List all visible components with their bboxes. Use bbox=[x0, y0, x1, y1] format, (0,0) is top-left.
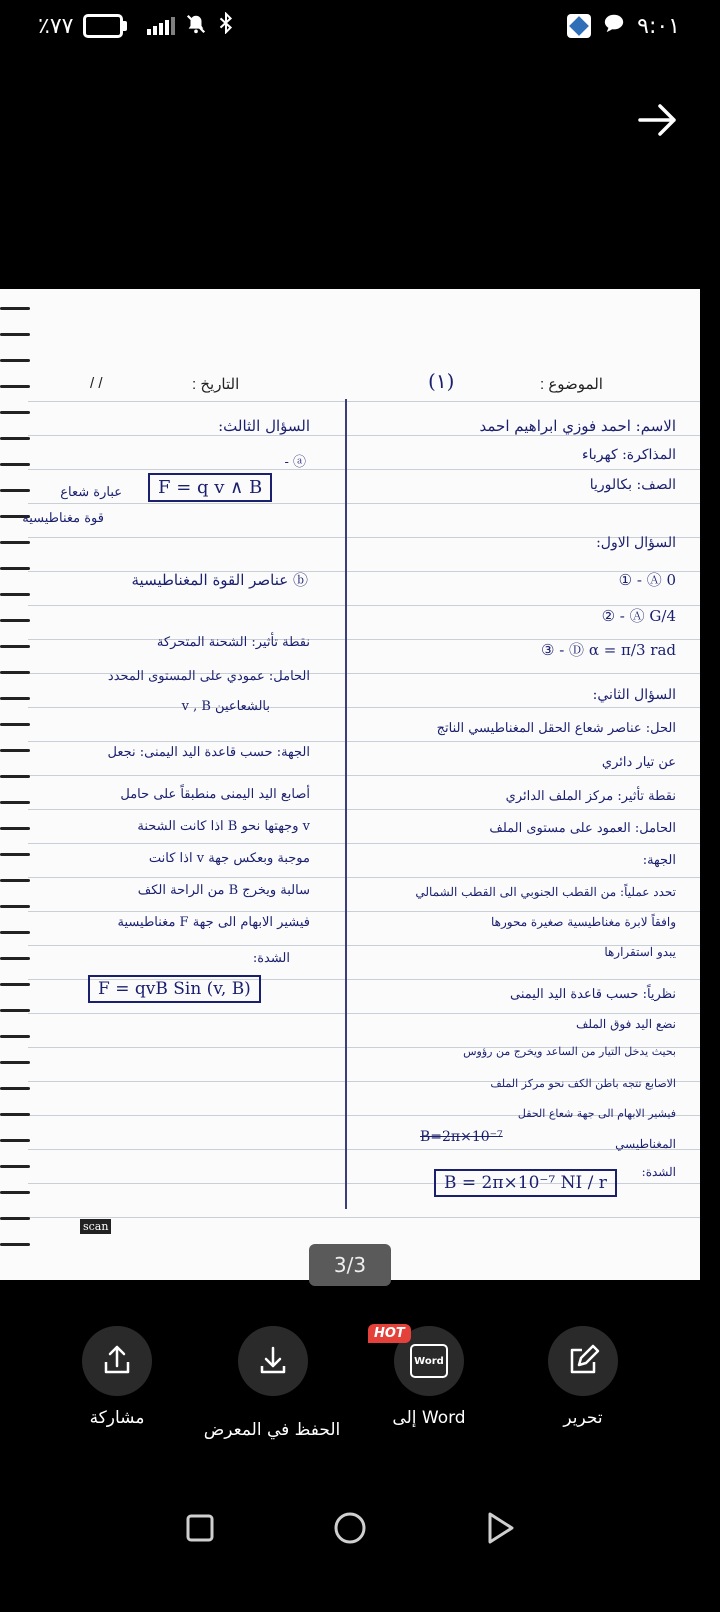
spiral-binding-mark bbox=[0, 1009, 30, 1012]
spiral-binding-mark bbox=[0, 983, 30, 986]
spiral-binding-mark bbox=[0, 489, 30, 492]
ruled-line bbox=[28, 741, 700, 742]
triangle-back-icon bbox=[484, 1511, 516, 1545]
bluetooth-icon bbox=[217, 12, 235, 40]
spiral-binding-mark bbox=[0, 541, 30, 544]
scanner-logo: scan bbox=[80, 1219, 111, 1234]
right-column-line: Ⓓ α = π/3 rad - ③ bbox=[540, 641, 676, 659]
spiral-binding-mark bbox=[0, 1217, 30, 1220]
left-column-line: الحامل: عمودي على المستوى المحدد bbox=[107, 669, 310, 684]
spiral-binding-mark bbox=[0, 359, 30, 362]
spiral-binding-mark bbox=[0, 957, 30, 960]
spiral-binding-mark bbox=[0, 593, 30, 596]
right-column-line: Ⓐ G/4 - ② bbox=[601, 607, 676, 625]
save-to-gallery-button[interactable] bbox=[238, 1326, 308, 1396]
left-column-line: نقطة تأثير: الشحنة المتحركة bbox=[156, 635, 310, 650]
right-column-line: الاصابع تتجه باطن الكف نحو مركز الملف bbox=[490, 1077, 676, 1090]
right-column-line: الاسم: احمد فوزي ابراهيم احمد bbox=[479, 417, 676, 435]
spiral-binding-mark bbox=[0, 775, 30, 778]
battery-icon bbox=[83, 14, 123, 38]
right-column-line: نضع اليد فوق الملف bbox=[575, 1017, 676, 1031]
left-column-line: الشدة: bbox=[252, 951, 290, 966]
left-column-line: فيشير الابهام الى جهة F مغناطيسية bbox=[117, 915, 310, 930]
spiral-binding-mark bbox=[0, 879, 30, 882]
spiral-binding-mark bbox=[0, 723, 30, 726]
date-label: التاريخ : bbox=[192, 376, 240, 393]
left-column-line: ⓐ - bbox=[284, 455, 306, 470]
left-column-line: سالبة ويخرج B من الراحة الكف bbox=[137, 883, 310, 898]
right-column-line: تحدد عملياً: من القطب الجنوبي الى القطب الشمالي bbox=[415, 885, 676, 899]
right-column-line: نقطة تأثير: مركز الملف الدائري bbox=[505, 789, 676, 804]
right-column-line: الصف: بكالوريا bbox=[589, 477, 676, 493]
left-column-line: أصابع اليد اليمنى منطبقاً على حامل bbox=[120, 787, 310, 802]
share-icon bbox=[100, 1344, 134, 1378]
ruled-line bbox=[28, 1149, 700, 1150]
home-button[interactable] bbox=[330, 1508, 370, 1548]
spiral-binding-mark bbox=[0, 333, 30, 336]
ruled-line bbox=[28, 1013, 700, 1014]
right-column-line: وافقاً لابرة مغناطيسية صغيرة محورها bbox=[490, 915, 676, 929]
spiral-binding-mark bbox=[0, 1035, 30, 1038]
right-column-line: نظرياً: حسب قاعدة اليد اليمنى bbox=[510, 987, 676, 1002]
spiral-binding-mark bbox=[0, 749, 30, 752]
right-column-line: الحامل: العمود على مستوى الملف bbox=[489, 821, 676, 836]
spiral-binding-mark bbox=[0, 1113, 30, 1116]
spiral-binding-mark bbox=[0, 801, 30, 804]
download-icon bbox=[256, 1344, 290, 1378]
save-to-gallery-label: الحفظ في المعرض bbox=[203, 1420, 341, 1440]
ruled-line bbox=[28, 435, 700, 436]
force-vector-formula: F = q v ∧ B bbox=[148, 473, 272, 502]
scanned-document-page bbox=[0, 289, 700, 1280]
right-column-line: بحيث يدخل التيار من الساعد ويخرج من رؤوس bbox=[463, 1045, 676, 1058]
ruled-line bbox=[28, 809, 700, 810]
spiral-binding-mark bbox=[0, 697, 30, 700]
right-column-line: الشدة: bbox=[641, 1165, 676, 1179]
right-column-line: الجهة: bbox=[642, 853, 676, 868]
right-column-line: عن تيار دائري bbox=[601, 755, 676, 770]
spiral-binding-mark bbox=[0, 567, 30, 570]
word-icon: Word bbox=[410, 1344, 448, 1378]
struck-formula: B=2π×10⁻⁷ bbox=[420, 1129, 503, 1145]
edit-label: تحرير bbox=[563, 1408, 603, 1428]
spiral-binding-mark bbox=[0, 645, 30, 648]
battery-percentage: ٪٧٧ bbox=[38, 13, 74, 39]
edit-button[interactable] bbox=[548, 1326, 618, 1396]
subject-label: الموضوع : bbox=[540, 376, 603, 393]
spiral-binding-mark bbox=[0, 671, 30, 674]
ruled-line bbox=[28, 503, 700, 504]
right-column-line: Ⓐ 0 - ① bbox=[618, 571, 676, 589]
ruled-line bbox=[28, 1217, 700, 1218]
clock: ٩:٠١ bbox=[637, 13, 680, 39]
spiral-binding-mark bbox=[0, 1139, 30, 1142]
ruled-line bbox=[28, 571, 700, 572]
bell-muted-icon bbox=[185, 13, 207, 40]
ruled-line bbox=[28, 843, 700, 844]
ruled-line bbox=[28, 877, 700, 878]
ruled-line bbox=[28, 775, 700, 776]
right-column-line: المغناطيسي bbox=[615, 1137, 676, 1151]
recents-button[interactable] bbox=[180, 1508, 220, 1548]
page-indicator: 3/3 bbox=[309, 1244, 391, 1286]
square-icon bbox=[185, 1513, 215, 1543]
signal-icon bbox=[147, 17, 175, 35]
ruled-line bbox=[28, 911, 700, 912]
date-value: / / bbox=[90, 375, 103, 392]
left-column-line: ⓑ عناصر القوة المغناطيسية bbox=[131, 571, 308, 589]
ruled-line bbox=[28, 605, 700, 606]
force-magnitude-formula: F = qvB Sin (v, B) bbox=[88, 975, 261, 1003]
left-column-line: السؤال الثالث: bbox=[218, 417, 310, 435]
ruled-line bbox=[28, 945, 700, 946]
spiral-binding-mark bbox=[0, 411, 30, 414]
right-column-line: السؤال الاول: bbox=[596, 535, 676, 551]
spiral-binding-mark bbox=[0, 827, 30, 830]
magnetic-field-formula: B = 2π×10⁻⁷ NI / r bbox=[434, 1169, 617, 1197]
edit-icon bbox=[566, 1344, 600, 1378]
hot-badge: HOT bbox=[368, 1324, 411, 1343]
left-column-line: الجهة: حسب قاعدة اليد اليمنى: نجعل bbox=[107, 745, 310, 760]
spiral-binding-mark bbox=[0, 905, 30, 908]
right-column-line: المذاكرة: كهرباء bbox=[582, 447, 676, 463]
spiral-binding-mark bbox=[0, 1061, 30, 1064]
share-button[interactable] bbox=[82, 1326, 152, 1396]
ruled-line bbox=[28, 401, 700, 402]
spiral-binding-mark bbox=[0, 1191, 30, 1194]
spiral-binding-mark bbox=[0, 1087, 30, 1090]
circle-icon bbox=[333, 1511, 367, 1545]
status-bar bbox=[0, 0, 720, 56]
right-column-line: فيشير الابهام الى جهة شعاع الحقل bbox=[517, 1107, 676, 1120]
left-column-line: موجبة وبعكس جهة v اذا كانت bbox=[148, 851, 310, 866]
back-button[interactable] bbox=[480, 1508, 520, 1548]
spiral-binding-mark bbox=[0, 385, 30, 388]
share-label: مشاركة bbox=[89, 1408, 145, 1428]
ruled-line bbox=[28, 707, 700, 708]
subject-value: (١) bbox=[428, 369, 455, 393]
spiral-binding-mark bbox=[0, 1243, 30, 1246]
chat-notification-icon bbox=[603, 12, 625, 40]
spiral-binding-mark bbox=[0, 1165, 30, 1168]
spiral-binding-mark bbox=[0, 463, 30, 466]
left-column-line: بالشعاعين v , B bbox=[181, 699, 270, 714]
right-column-line: الحل: عناصر شعاع الحقل المغناطيسي الناتج bbox=[436, 721, 676, 736]
forward-arrow-icon[interactable] bbox=[636, 100, 680, 140]
spiral-binding-mark bbox=[0, 619, 30, 622]
column-divider bbox=[345, 399, 347, 1209]
spiral-binding-mark bbox=[0, 853, 30, 856]
right-column-line: يبدو استقرارها bbox=[604, 945, 676, 959]
spiral-binding-mark bbox=[0, 437, 30, 440]
convert-to-word-label: إلى Word bbox=[392, 1408, 466, 1428]
spiral-binding-mark bbox=[0, 931, 30, 934]
left-column-line: v وجهتها نحو B اذا كانت الشحنة bbox=[137, 819, 310, 834]
spiral-binding-mark bbox=[0, 307, 30, 310]
left-column-line: قوة مغناطيسية bbox=[22, 511, 104, 526]
right-column-line: السؤال الثاني: bbox=[592, 687, 676, 703]
left-column-line: عبارة شعاع bbox=[60, 485, 122, 500]
ruled-line bbox=[28, 469, 700, 470]
app-notification-icon bbox=[567, 14, 591, 38]
